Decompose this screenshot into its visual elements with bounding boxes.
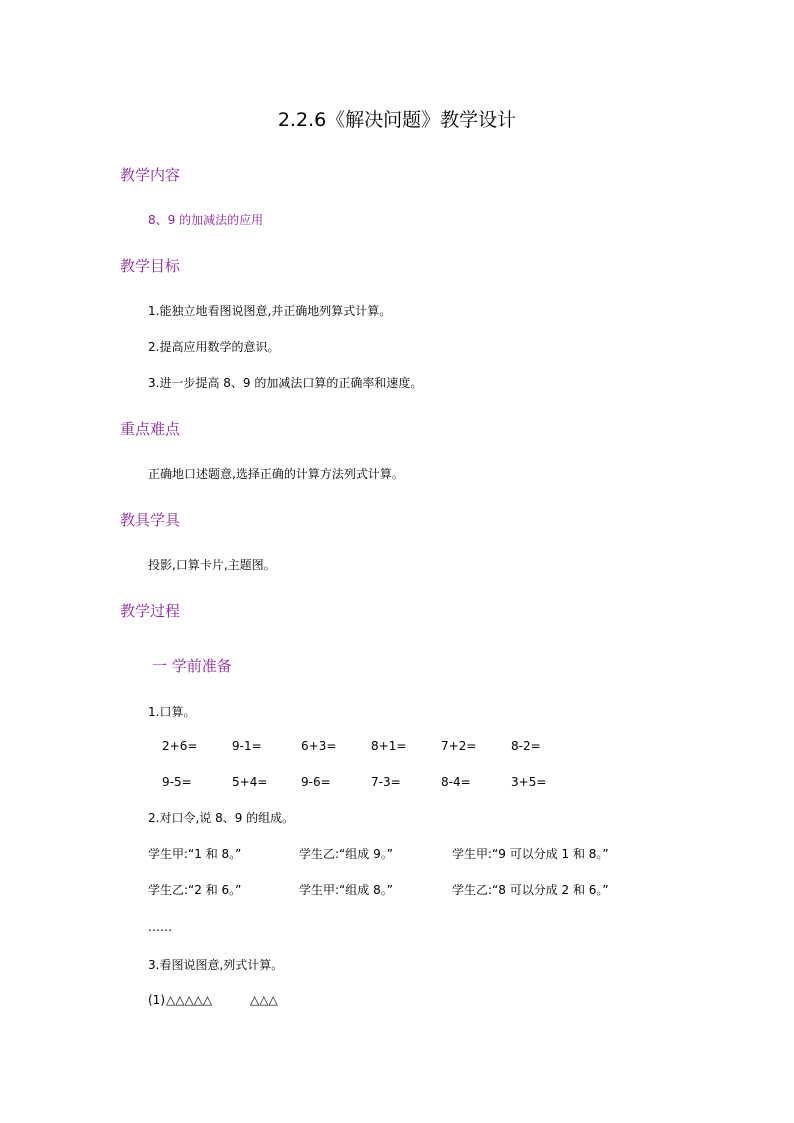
- key-text: 正确地口述题意,选择正确的计算方法列式计算。: [148, 467, 404, 481]
- oral-problem: 7-3=: [371, 775, 401, 789]
- dialog-line: 学生甲:“9 可以分成 1 和 8。”: [452, 847, 609, 861]
- oral-problem: 3+5=: [511, 775, 547, 789]
- oral-problem: 8-2=: [511, 739, 541, 753]
- dialog-line: 学生甲:“1 和 8。”: [148, 847, 242, 861]
- triangle-group-b: △△△: [250, 993, 278, 1007]
- tools-text: 投影,口算卡片,主题图。: [148, 558, 276, 572]
- sub-heading-preparation: 一 学前准备: [152, 657, 232, 675]
- goal-item-2: 2.提高应用数学的意识。: [148, 340, 280, 354]
- dialog-line: 学生乙:“组成 9。”: [299, 847, 393, 861]
- heading-content: 教学内容: [120, 166, 181, 184]
- document-title: 2.2.6《解决问题》教学设计: [277, 109, 517, 131]
- dialog-line: 学生乙:“2 和 6。”: [148, 883, 242, 897]
- oral-label: 1.口算。: [148, 705, 196, 719]
- oral-problem: 2+6=: [162, 739, 198, 753]
- content-text: 8、9 的加减法的应用: [148, 213, 264, 227]
- triangle-group-a: △△△△△: [166, 993, 213, 1007]
- dialog-line: 学生甲:“组成 8。”: [299, 883, 393, 897]
- heading-key: 重点难点: [120, 420, 181, 438]
- oral-row-2: [0, 773, 794, 791]
- heading-tools: 教具学具: [120, 511, 181, 529]
- picture-item-number: (1): [148, 993, 165, 1007]
- ellipsis: ……: [148, 920, 172, 934]
- oral-problem: 8+1=: [371, 739, 407, 753]
- picture-item-row: [0, 991, 794, 1009]
- pair-label: 2.对口令,说 8、9 的组成。: [148, 811, 295, 825]
- oral-row-1: [0, 737, 794, 755]
- goal-item-3: 3.进一步提高 8、9 的加减法口算的正确率和速度。: [148, 376, 423, 390]
- dialog-row-2: [0, 881, 794, 899]
- heading-goals: 教学目标: [120, 257, 181, 275]
- heading-process: 教学过程: [120, 602, 181, 620]
- oral-problem: 6+3=: [301, 739, 337, 753]
- picture-label: 3.看图说图意,列式计算。: [148, 958, 284, 972]
- oral-problem: 7+2=: [441, 739, 477, 753]
- oral-problem: 9-6=: [301, 775, 331, 789]
- oral-problem: 9-1=: [232, 739, 262, 753]
- dialog-line: 学生乙:“8 可以分成 2 和 6。”: [452, 883, 609, 897]
- dialog-row-1: [0, 845, 794, 863]
- goal-item-1: 1.能独立地看图说图意,并正确地列算式计算。: [148, 304, 392, 318]
- oral-problem: 8-4=: [441, 775, 471, 789]
- oral-problem: 9-5=: [162, 775, 192, 789]
- oral-problem: 5+4=: [232, 775, 268, 789]
